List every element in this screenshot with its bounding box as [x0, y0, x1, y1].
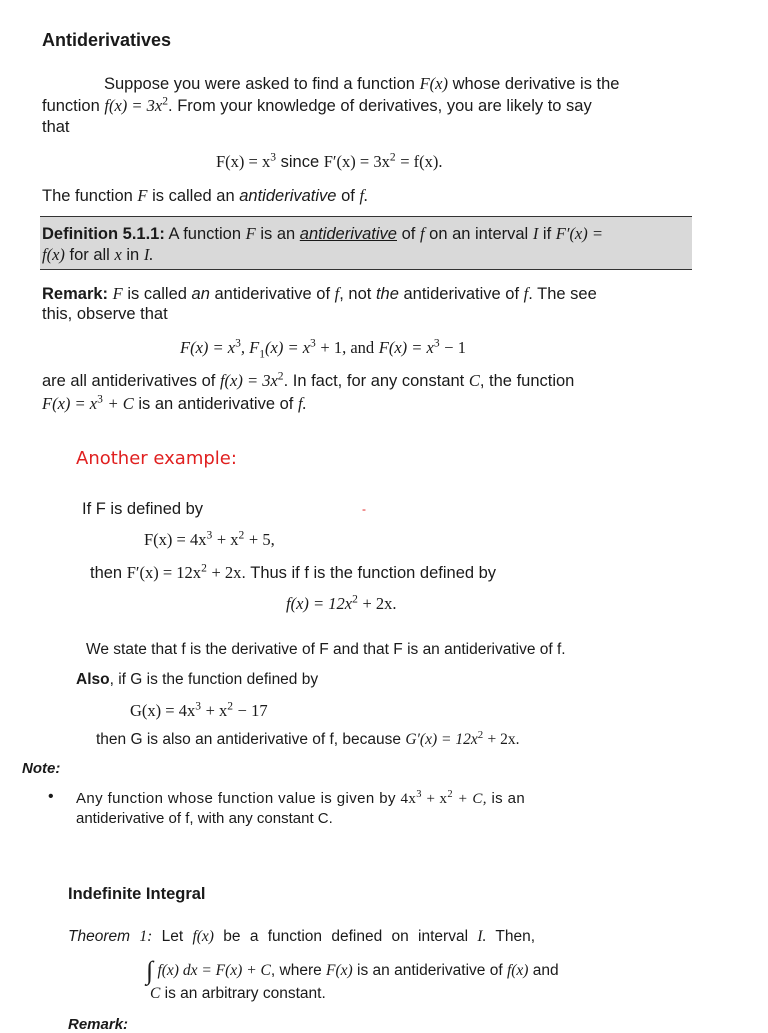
note-label: Note:: [22, 760, 61, 777]
section-title: Antiderivatives: [42, 30, 172, 50]
note-bullet-line-1: Any function whose function value is given by $4x^3 + x^2 + C$, is an: [76, 789, 526, 807]
theorem-line-2: ∫ f(x) dx = F(x) + C, where F(x) is an antiderivative of f(x) and: [146, 956, 559, 985]
definition-line-2: f(x) for all x in I.: [42, 245, 154, 264]
example-line-2: then $F'(x) = 12x^2 + 2x$. Thus if f is the function defined by: [90, 562, 497, 582]
remark-line-1: Remark: F is called an antiderivative of f, not the antiderivative of f. The see: [42, 284, 597, 303]
remark-line-2: this, observe that: [42, 305, 168, 323]
example-equation-f: $f(x) = 12x^2 + 2x$.: [286, 593, 397, 613]
remark-line-4: $F(x) = x^3 + C$ is an antiderivative of f.: [42, 393, 307, 413]
equation-antiderivative: $F(x) = x^3$ since $F'(x) = 3x^2 = f(x)$.: [216, 151, 443, 171]
bullet-dot: •: [48, 788, 54, 805]
note-bullet-line-2: antiderivative of f, with any constant C.: [76, 810, 333, 827]
antiderivative-statement: The function F is called an antiderivative of f.: [42, 186, 369, 205]
stray-dot: -: [362, 502, 366, 516]
indefinite-title: Indefinite Integral: [68, 885, 206, 903]
example-line-1: If F is defined by: [82, 500, 204, 518]
example-line-4: Also, if G is the function defined by: [76, 671, 319, 688]
definition-line-1: Definition 5.1.1: A function F is an antiderivative of f on an interval I if F′(x) =: [42, 224, 604, 243]
next-remark-cutoff: Remark:: [68, 1016, 129, 1033]
theorem-line-1: Theorem 1: Let f(x) be a function defined on interval I. Then,: [68, 928, 536, 945]
remark-line-3: are all antiderivatives of $f(x) = 3x^2$. In fact, for any constant C, the function: [42, 370, 575, 390]
intro-line-2: function $f(x) = 3x^2$. From your knowledge of derivatives, you are likely to say: [42, 95, 592, 115]
example-equation-G: $G(x) = 4x^3 + x^2 - 17$: [130, 700, 268, 720]
example-title: Another example:: [76, 448, 237, 469]
example-line-3: We state that f is the derivative of F and that F is an antiderivative of f.: [86, 641, 566, 658]
example-line-5: then G is also an antiderivative of f, because $G'(x) = 12x^2 + 2x$.: [96, 728, 520, 748]
remark-equation: $F(x) = x^3$, $F_1(x) = x^3 + 1$, and $F(x) = x^3 - 1$: [180, 337, 466, 361]
theorem-line-3: C is an arbitrary constant.: [150, 985, 326, 1002]
intro-line-3: that: [42, 118, 70, 136]
example-equation-F: $F(x) = 4x^3 + x^2 + 5$,: [144, 529, 275, 549]
intro-line-1: Suppose you were asked to find a function F(x) whose derivative is the: [104, 74, 620, 93]
integral-sign: ∫: [146, 956, 154, 985]
